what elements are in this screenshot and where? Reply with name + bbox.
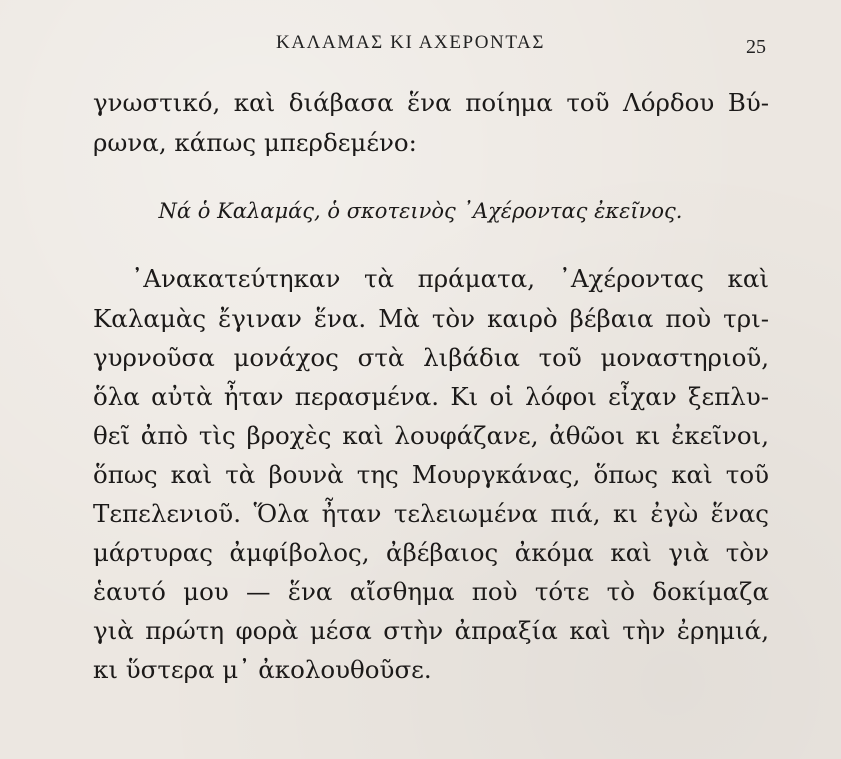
text-line: ὅπως καὶ τὰ βουνὰ της Μουργκάνας, ὅπως καὶ τοῦ — [93, 460, 769, 489]
text-line: κι ὕστερα μ᾿ ἀκολουθοῦσε. — [93, 655, 432, 684]
text-line: Καλαμὰς ἔγιναν ἕνα. Μὰ τὸν καιρὸ βέβαια ποὺ τρι- — [93, 304, 769, 333]
text-line: ᾿Ανακατεύτηκαν τὰ πράματα, ᾿Αχέροντας καὶ — [131, 264, 769, 293]
text-line: ἑαυτό μου — ἕνα αἴσθημα ποὺ τότε τὸ δοκίμαζα — [93, 577, 769, 606]
text-line: μάρτυρας ἀμφίβολος, ἀβέβαιος ἀκόμα καὶ γιὰ τὸν — [93, 538, 769, 567]
page-number: 25 — [746, 36, 766, 58]
text-line: γιὰ πρώτη φορὰ μέσα στὴν ἀπραξία καὶ τὴν ἐρημιά, — [93, 616, 769, 645]
verse-quotation: Νά ὁ Καλαμάς, ὁ σκοτεινὸς ᾿Αχέροντας ἐκεῖνος. — [158, 199, 683, 223]
text-line: ὅλα αὐτὰ ἦταν περασμένα. Κι οἱ λόφοι εἶχαν ξεπλυ- — [93, 382, 769, 411]
text-line: γνωστικό, καὶ διάβασα ἕνα ποίημα τοῦ Λόρδου Βύ- — [93, 88, 769, 117]
running-title: ΚΑΛΑΜΑΣ ΚΙ ΑΧΕΡΟΝΤΑΣ — [276, 32, 546, 53]
text-line: ρωνα, κάπως μπερδεμένο: — [93, 128, 417, 157]
text-line: γυρνοῦσα μονάχος στὰ λιβάδια τοῦ μοναστηριοῦ, — [93, 343, 769, 372]
text-line: Τεπελενιοῦ. Ὅλα ἦταν τελειωμένα πιά, κι ἐγὼ ἕνας — [93, 499, 769, 528]
running-head — [0, 32, 841, 62]
text-line: θεῖ ἀπὸ τὶς βροχὲς καὶ λουφάζανε, ἀθῶοι κι ἐκεῖνοι, — [93, 421, 769, 450]
